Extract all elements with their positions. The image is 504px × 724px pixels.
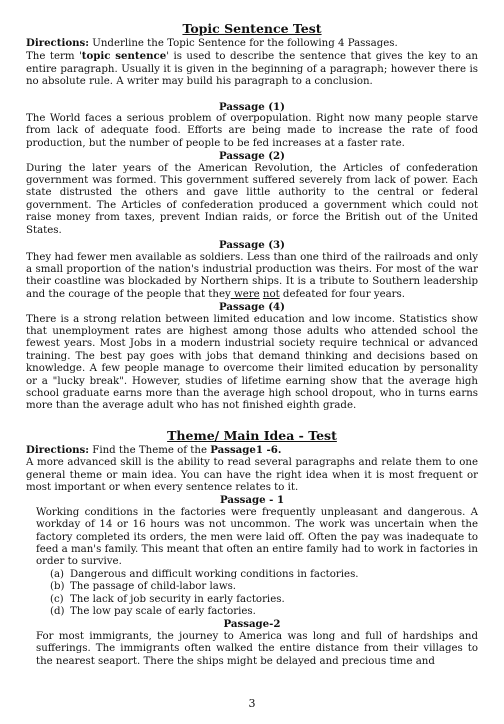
test2-directions	[26, 444, 478, 457]
option-a	[50, 568, 478, 581]
passage-2-text: During the later years of the American Revolution, the Articles of confederation government was formed. This government suffered severely from lack of power. Each state distrusted the others and gave little authority to the central or federal government. The Articles of confederation produced a government which could not raise money from taxes, prevent Indian raids, or force the British out of the United States.	[26, 162, 478, 236]
option-c	[50, 593, 478, 606]
test1-intro-post: ' is used to describe the sentence that gives the key to an entire paragraph. Usually it is given in the beginning of a paragraph; however there is no absolute rule. A writer may build his paragraph to a conclusion.	[26, 51, 478, 88]
passage-2-heading: Passage (2)	[219, 150, 285, 163]
spacer	[26, 413, 478, 429]
theme-passage-1-options	[26, 569, 478, 619]
test2-directions-text: Find the Theme of the	[89, 444, 211, 456]
theme-passage-2-text: For most immigrants, the journey to America was long and full of hardships and sufferings. The immigrants often walked the entire distance from their villages to the nearest seaport. There the ships might be delayed and precious time and	[36, 630, 478, 667]
passage-3-underlined-were: were	[230, 288, 260, 300]
passage-3-text	[26, 252, 478, 302]
theme-passage-1-heading: Passage - 1	[219, 494, 285, 507]
option-b-text: The passage of child-labor laws.	[70, 581, 237, 593]
passage-3-underlined-not: not	[262, 288, 280, 300]
topic-sentence-test-title: Topic Sentence Test	[182, 21, 322, 36]
option-c-text: The lack of job security in early factories.	[70, 593, 285, 605]
theme-passage-2-heading: Passage-2	[223, 618, 281, 631]
passage-4-text: There is a strong relation between limited education and low income. Statistics show that unemployment rates are highest among those adults who attended school the fewest years. Most Jobs in a modern industrial society require technical or advanced training. The best pay goes with jobs that demand thinking and decisions based on knowledge. A few people manage to overcome their limited education by personality or a "lucky break". However, studies of lifetime earning show that the average high school graduate earns more than the average high school dropout, who in turns earns more than the average adult who has not finished eighth grade.	[26, 313, 478, 412]
test1-intro	[26, 50, 478, 88]
test1-intro-pre: The term '	[26, 51, 82, 63]
passage-1-heading: Passage (1)	[219, 100, 285, 113]
option-d-marker: (d)	[50, 606, 65, 618]
option-d-text: The low pay scale of early factories.	[70, 606, 256, 618]
theme-passage-1-text: Working conditions in the factories were frequently unpleasant and dangerous. A workday of 14 or 16 hours was not uncommon. The work was uncertain when the factory completed its orders, the men were laid off. Often the pay was inadequate to feed a man's family. This meant that often an entire family had to work in factories in order to survive.	[36, 506, 478, 568]
option-a-marker: (a)	[50, 568, 65, 580]
test1-intro-term: topic sentence	[81, 50, 167, 63]
test1-directions-text: Underline the Topic Sentence for the following 4 Passages.	[89, 38, 398, 49]
option-d	[50, 606, 478, 618]
test1-directions	[26, 37, 478, 50]
option-a-text: Dangerous and difficult working conditions in factories.	[70, 568, 359, 580]
passage-3-text-c: defeated for four years.	[279, 288, 406, 300]
passage-3-text-a: They had fewer men available as soldiers. Less than one third of the railroads and only a small proportion of the nation's industrial production was theirs. For most of the war their coastline was blockaded by Northern ships. It is a tribute to Southern leadership and the courage of the people that they	[26, 251, 478, 300]
test2-intro: A more advanced skill is the ability to read several paragraphs and relate them to one general theme or main idea. You can have the right idea when it is most frequent or most important or when every sentence relates to it.	[26, 457, 478, 493]
passage-4-heading: Passage (4)	[219, 301, 285, 314]
option-b	[50, 581, 478, 593]
page-number: 3	[248, 697, 256, 710]
theme-main-idea-test-title: Theme/ Main Idea - Test	[167, 427, 337, 443]
passage-1-text: The World faces a serious problem of overpopulation. Right now many people starve from lack of adequate food. Efforts are being made to increase the rate of food production, but the number of people to be fed increases at a faster rate.	[26, 113, 478, 149]
test2-directions-bold: Passage1 -6.	[210, 443, 282, 456]
test2-directions-label: Directions:	[26, 443, 90, 456]
test1-directions-label: Directions:	[26, 37, 90, 49]
spacer	[26, 89, 478, 101]
passage-3-heading: Passage (3)	[219, 239, 285, 252]
option-b-marker: (b)	[50, 581, 65, 593]
option-c-marker: (c)	[50, 593, 64, 605]
